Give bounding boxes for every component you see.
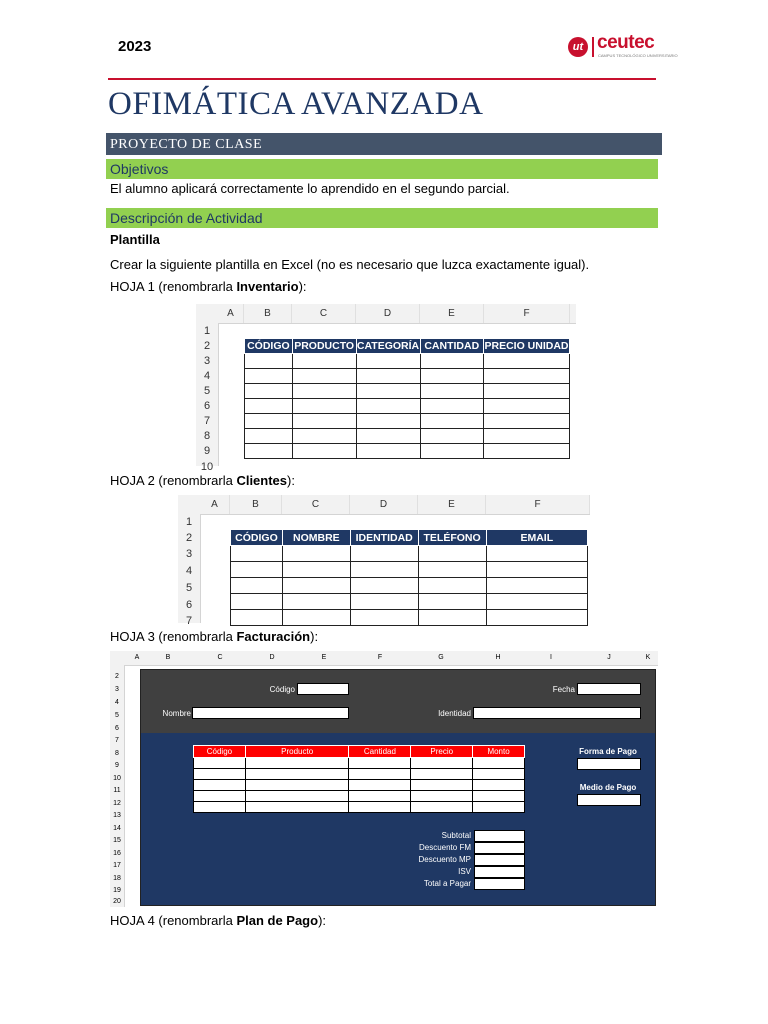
cell[interactable] (292, 399, 356, 414)
col-header[interactable]: A (200, 495, 230, 514)
codigo-label: Código (269, 685, 295, 694)
cell[interactable] (411, 758, 473, 769)
header-categoria[interactable]: CATEGORÍA (356, 340, 420, 352)
sheet3-caption-pre: HOJA 3 (renombrarla (110, 629, 237, 644)
total-label: Total a Pagar (423, 879, 471, 888)
table-row (194, 769, 525, 780)
sheet2-caption-post: ): (287, 473, 295, 488)
cell[interactable] (484, 444, 570, 459)
cell[interactable] (349, 780, 411, 791)
cell[interactable] (473, 802, 525, 813)
year-label: 2023 (118, 38, 152, 55)
cell[interactable] (245, 414, 293, 429)
cell[interactable] (282, 594, 350, 610)
cell[interactable] (420, 369, 484, 384)
sheet4-caption-pre: HOJA 4 (renombrarla (110, 913, 237, 928)
col-header[interactable]: B (165, 654, 171, 661)
intro-text: Crear la siguiente plantilla en Excel (no es necesario que luzca exactamente igual). (110, 257, 590, 272)
row-header[interactable]: 2 (203, 340, 211, 352)
row-header[interactable]: 12 (113, 800, 121, 807)
cell[interactable] (194, 780, 246, 791)
row-header[interactable]: 16 (113, 850, 121, 857)
cell[interactable] (356, 444, 420, 459)
row-header[interactable]: 5 (115, 712, 119, 719)
row-header[interactable]: 7 (203, 415, 211, 427)
col-header[interactable]: A (134, 654, 140, 661)
cell[interactable] (292, 384, 356, 399)
col-header[interactable]: C (217, 654, 223, 661)
cell[interactable] (356, 354, 420, 369)
cell[interactable] (420, 429, 484, 444)
cell[interactable] (418, 594, 486, 610)
cell[interactable] (420, 399, 484, 414)
cell[interactable] (420, 384, 484, 399)
col-header[interactable]: I (550, 654, 552, 661)
logo-mark-icon: ut (568, 37, 588, 57)
col-header[interactable]: C (292, 304, 356, 323)
cell[interactable] (231, 546, 283, 562)
row-header[interactable]: 18 (113, 875, 121, 882)
header-cantidad[interactable]: CANTIDAD (420, 339, 484, 354)
row-header-bar (110, 665, 125, 907)
column-header-bar (218, 304, 576, 324)
header-cantidad[interactable]: Cantidad (349, 746, 411, 758)
row-header[interactable]: 19 (113, 887, 121, 894)
header-precio[interactable]: Precio (411, 746, 473, 758)
medio-pago-field[interactable] (577, 794, 641, 806)
header-identidad[interactable]: IDENTIDAD (350, 530, 418, 546)
sheet1-caption-name: Inventario (236, 279, 299, 294)
sheet2-caption (110, 473, 295, 488)
col-header[interactable]: G (438, 654, 444, 661)
col-header[interactable]: J (607, 654, 611, 661)
table-row (245, 444, 570, 459)
cell[interactable] (356, 429, 420, 444)
identidad-label: Identidad (438, 709, 471, 718)
cell[interactable] (292, 444, 356, 459)
codigo-field[interactable] (297, 683, 349, 695)
row-header[interactable]: 3 (203, 355, 211, 367)
subtotal-field[interactable] (474, 830, 525, 842)
row-header[interactable]: 3 (185, 548, 193, 560)
cell[interactable] (245, 429, 293, 444)
cell[interactable] (292, 429, 356, 444)
col-header[interactable]: D (356, 304, 420, 323)
cell[interactable] (350, 578, 418, 594)
cell[interactable] (231, 562, 283, 578)
cell[interactable] (194, 791, 246, 802)
sheet2-caption-pre: HOJA 2 (renombrarla (110, 473, 237, 488)
header-codigo[interactable]: Código (194, 746, 246, 758)
row-header[interactable]: 5 (203, 385, 211, 397)
row-header[interactable]: 6 (203, 400, 211, 412)
descuento-fm-field[interactable] (474, 842, 525, 854)
nombre-label: Nombre (162, 709, 191, 718)
cell[interactable] (484, 354, 570, 369)
cell[interactable] (231, 594, 283, 610)
col-header[interactable]: F (377, 654, 383, 661)
sheet3-caption (110, 629, 318, 644)
header-nombre[interactable]: NOMBRE (282, 530, 350, 546)
clientes-table (230, 529, 588, 626)
isv-label: ISV (458, 867, 471, 876)
row-header[interactable]: 7 (115, 737, 119, 744)
cell[interactable] (245, 384, 293, 399)
forma-pago-field[interactable] (577, 758, 641, 770)
cell[interactable] (194, 769, 246, 780)
sheet4-caption (110, 913, 326, 928)
objetivos-text: El alumno aplicará correctamente lo aprendido en el segundo parcial. (110, 181, 510, 196)
logo-divider (592, 37, 594, 57)
row-header[interactable]: 9 (115, 762, 119, 769)
sheet3-facturacion (110, 651, 658, 907)
cell[interactable] (282, 546, 350, 562)
col-header[interactable]: H (495, 654, 501, 661)
cell[interactable] (245, 354, 293, 369)
col-header[interactable]: C (282, 495, 350, 514)
table-row (231, 610, 588, 626)
column-header-bar (200, 495, 590, 515)
cell[interactable] (486, 562, 587, 578)
cell[interactable] (420, 444, 484, 459)
fecha-label: Fecha (552, 685, 575, 694)
cell[interactable] (245, 791, 349, 802)
inventario-table (244, 338, 570, 459)
header-codigo[interactable]: CÓDIGO (231, 530, 283, 546)
cell[interactable] (484, 399, 570, 414)
row-header[interactable]: 5 (185, 582, 193, 594)
sheet-corner (178, 495, 201, 515)
objetivos-heading: Objetivos (106, 159, 658, 179)
page-title: OFIMÁTICA AVANZADA (108, 86, 484, 122)
table-row (194, 780, 525, 791)
cell[interactable] (486, 610, 587, 626)
cell[interactable] (473, 769, 525, 780)
cell[interactable] (418, 578, 486, 594)
plantilla-subheading: Plantilla (110, 232, 160, 247)
row-header[interactable]: 3 (115, 686, 119, 693)
cell[interactable] (245, 758, 349, 769)
col-header[interactable]: D (350, 495, 418, 514)
cell[interactable] (418, 546, 486, 562)
cell[interactable] (194, 802, 246, 813)
cell[interactable] (349, 769, 411, 780)
cell[interactable] (411, 791, 473, 802)
row-header[interactable]: 1 (185, 516, 193, 528)
cell[interactable] (356, 399, 420, 414)
invoice-body-panel (140, 733, 656, 906)
header-rule (108, 78, 656, 80)
col-header[interactable]: D (269, 654, 275, 661)
cell[interactable] (245, 769, 349, 780)
cell[interactable] (420, 414, 484, 429)
row-header[interactable]: 4 (185, 565, 193, 577)
subtotal-label: Subtotal (441, 831, 471, 840)
cell[interactable] (292, 354, 356, 369)
row-header[interactable]: 2 (115, 673, 119, 680)
column-header-bar (110, 651, 658, 666)
header-precio-unidad[interactable]: PRECIO UNIDAD (484, 340, 569, 352)
sheet4-caption-name: Plan de Pago (236, 913, 319, 928)
table-row (231, 594, 588, 610)
sheet1-inventario (196, 304, 576, 473)
sheet3-caption-name: Facturación (236, 629, 311, 644)
col-header[interactable]: B (244, 304, 292, 323)
total-field[interactable] (474, 878, 525, 890)
cell[interactable] (486, 578, 587, 594)
header-codigo[interactable]: CÓDIGO (245, 339, 293, 354)
table-row (194, 758, 525, 769)
row-header[interactable]: 11 (113, 787, 121, 794)
table-row (245, 369, 570, 384)
col-header[interactable]: E (321, 654, 327, 661)
factura-items-table (193, 745, 525, 813)
row-header[interactable]: 10 (200, 461, 214, 473)
cell[interactable] (231, 610, 283, 626)
logo-name: ceutec (597, 32, 655, 53)
col-header[interactable]: E (420, 304, 484, 323)
table-row (231, 578, 588, 594)
row-header[interactable]: 4 (115, 699, 119, 706)
row-header-bar (196, 323, 219, 473)
row-header[interactable]: 2 (185, 532, 193, 544)
cell[interactable] (486, 594, 587, 610)
cell[interactable] (292, 414, 356, 429)
row-header[interactable]: 1 (203, 325, 211, 337)
cell[interactable] (473, 758, 525, 769)
row-header[interactable]: 14 (113, 825, 121, 832)
cell[interactable] (418, 562, 486, 578)
medio-pago-label: Medio de Pago (579, 783, 637, 792)
col-header[interactable]: B (230, 495, 282, 514)
table-row (245, 384, 570, 399)
table-row (194, 791, 525, 802)
cell[interactable] (245, 369, 293, 384)
cell[interactable] (356, 369, 420, 384)
cell[interactable] (484, 369, 570, 384)
row-header-bar (178, 514, 201, 627)
cell[interactable] (484, 414, 570, 429)
table-row (245, 429, 570, 444)
cell[interactable] (356, 384, 420, 399)
cell[interactable] (349, 802, 411, 813)
col-header[interactable]: K (645, 654, 651, 661)
cell[interactable] (282, 562, 350, 578)
row-header[interactable]: 6 (185, 599, 193, 611)
descuento-mp-field[interactable] (474, 854, 525, 866)
row-header[interactable]: 13 (113, 812, 121, 819)
ceutec-logo (568, 32, 678, 60)
cell[interactable] (245, 399, 293, 414)
sheet1-caption (110, 279, 307, 294)
cell[interactable] (411, 802, 473, 813)
sheet3-caption-post: ): (310, 629, 319, 644)
col-header[interactable]: E (418, 495, 486, 514)
cell[interactable] (292, 369, 356, 384)
cell[interactable] (245, 444, 293, 459)
row-header[interactable]: 8 (203, 430, 211, 442)
isv-field[interactable] (474, 866, 525, 878)
nombre-field[interactable] (192, 707, 349, 719)
descuento-fm-label: Descuento FM (418, 843, 471, 852)
cell[interactable] (231, 578, 283, 594)
cell[interactable] (350, 610, 418, 626)
cell[interactable] (356, 414, 420, 429)
header-monto[interactable]: Monto (473, 746, 525, 758)
row-header[interactable]: 17 (113, 862, 121, 869)
table-row (245, 399, 570, 414)
sheet4-caption-post: ): (318, 913, 327, 928)
cell[interactable] (245, 780, 349, 791)
fecha-field[interactable] (577, 683, 641, 695)
cell[interactable] (411, 769, 473, 780)
table-row (231, 546, 588, 562)
identidad-field[interactable] (473, 707, 641, 719)
sheet2-clientes (178, 495, 590, 627)
cell[interactable] (349, 791, 411, 802)
descuento-mp-label: Descuento MP (418, 855, 471, 864)
header-telefono[interactable]: TELÉFONO (418, 530, 486, 546)
header-producto[interactable]: Producto (245, 746, 349, 758)
header-email[interactable]: EMAIL (486, 530, 587, 546)
table-row (245, 414, 570, 429)
logo-tagline: CAMPUS TECNOLÓGICO UNIVERSITARIO (598, 53, 678, 58)
header-producto[interactable]: PRODUCTO (294, 340, 355, 352)
cell[interactable] (420, 354, 484, 369)
cell[interactable] (282, 610, 350, 626)
sheet1-caption-pre: HOJA 1 (renombrarla (110, 279, 237, 294)
invoice-header-panel (140, 669, 656, 735)
row-header[interactable]: 7 (185, 615, 193, 627)
row-header[interactable]: 6 (115, 725, 119, 732)
table-row (194, 802, 525, 813)
forma-pago-label: Forma de Pago (579, 747, 637, 756)
cell[interactable] (411, 780, 473, 791)
sheet2-caption-name: Clientes (236, 473, 288, 488)
cell[interactable] (418, 610, 486, 626)
col-header[interactable]: A (218, 304, 244, 323)
descripcion-heading: Descripción de Actividad (106, 208, 658, 228)
col-header[interactable]: F (484, 304, 570, 323)
row-header[interactable]: 10 (113, 775, 121, 782)
cell[interactable] (245, 802, 349, 813)
cell[interactable] (350, 594, 418, 610)
row-header[interactable]: 4 (203, 370, 211, 382)
cell[interactable] (350, 546, 418, 562)
cell[interactable] (473, 780, 525, 791)
col-header[interactable]: F (486, 495, 590, 514)
cell[interactable] (194, 758, 246, 769)
cell[interactable] (486, 546, 587, 562)
row-header[interactable]: 9 (203, 445, 211, 457)
table-row (245, 354, 570, 369)
cell[interactable] (484, 429, 570, 444)
row-header[interactable]: 15 (113, 837, 121, 844)
row-header[interactable]: 8 (115, 750, 119, 757)
cell[interactable] (282, 578, 350, 594)
section-title: PROYECTO DE CLASE (106, 133, 662, 155)
sheet1-caption-post: ): (298, 279, 307, 294)
table-row (231, 562, 588, 578)
cell[interactable] (473, 791, 525, 802)
sheet-corner (196, 304, 219, 324)
cell[interactable] (349, 758, 411, 769)
row-header[interactable]: 20 (113, 898, 121, 905)
cell[interactable] (484, 384, 570, 399)
cell[interactable] (350, 562, 418, 578)
